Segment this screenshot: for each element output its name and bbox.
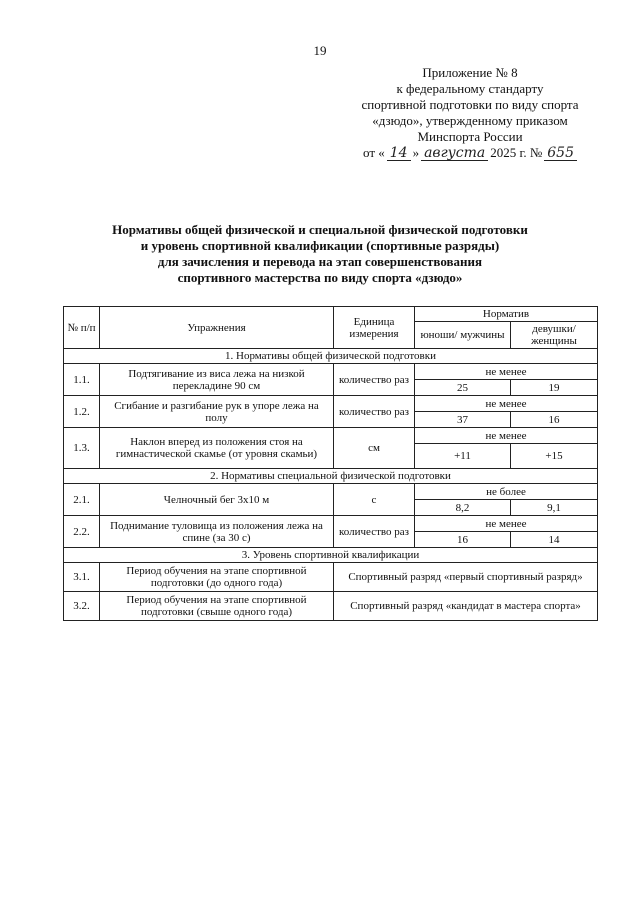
- row-exercise: Подтягивание из виса лежа на низкой перекладине 90 см: [100, 364, 334, 396]
- row-unit: с: [334, 484, 415, 516]
- row-unit: количество раз: [334, 364, 415, 396]
- title-line: для зачисления и перевода на этап совершенствования: [157, 254, 483, 269]
- row-boys-value: 37: [415, 412, 511, 428]
- handwritten-day: 14: [387, 146, 411, 161]
- section-title: 3. Уровень спортивной квалификации: [64, 548, 598, 563]
- table-row: [64, 428, 598, 444]
- table-row: [64, 364, 598, 380]
- row-number: 1.3.: [64, 428, 100, 469]
- row-number: 3.2.: [64, 592, 100, 621]
- table-row: [64, 516, 598, 532]
- row-boys-value: +11: [415, 444, 511, 469]
- document-title: [50, 222, 590, 286]
- row-qualifier: не менее: [415, 428, 598, 444]
- table-row: [64, 396, 598, 412]
- title-line: спортивного мастерства по виду спорта «дзюдо»: [177, 270, 463, 285]
- row-exercise: Поднимание туловища из положения лежа на спине (за 30 с): [100, 516, 334, 548]
- row-boys-value: 16: [415, 532, 511, 548]
- title-line: и уровень спортивной квалификации (спортивные разряды): [140, 238, 500, 253]
- row-girls-value: 16: [511, 412, 598, 428]
- row-number: 2.1.: [64, 484, 100, 516]
- row-exercise: Сгибание и разгибание рук в упоре лежа на полу: [100, 396, 334, 428]
- header-exercise: Упражнения: [100, 307, 334, 349]
- row-unit: количество раз: [334, 396, 415, 428]
- appendix-line: Приложение № 8: [422, 65, 518, 80]
- table-row: [64, 563, 598, 592]
- appendix-header: [340, 65, 600, 161]
- row-boys-value: 25: [415, 380, 511, 396]
- row-qualifier: не менее: [415, 516, 598, 532]
- row-girls-value: +15: [511, 444, 598, 469]
- section-row: [64, 469, 598, 484]
- norms-table: [63, 306, 598, 621]
- row-exercise: Наклон вперед из положения стоя на гимнастической скамье (от уровня скамьи): [100, 428, 334, 469]
- row-girls-value: 19: [511, 380, 598, 396]
- section-row: [64, 548, 598, 563]
- order-date-line: [340, 145, 600, 161]
- appendix-line: Минспорта России: [417, 129, 523, 144]
- header-girls: девушки/ женщины: [511, 322, 598, 349]
- handwritten-month: августа: [421, 146, 488, 161]
- section-title: 2. Нормативы специальной физической подготовки: [64, 469, 598, 484]
- row-qualifier: не менее: [415, 364, 598, 380]
- row-number: 2.2.: [64, 516, 100, 548]
- section-row: [64, 349, 598, 364]
- row-girls-value: 14: [511, 532, 598, 548]
- table-row: [64, 592, 598, 621]
- handwritten-order-number: 655: [544, 146, 577, 161]
- header-num: № п/п: [64, 307, 100, 349]
- row-qualification-value: Спортивный разряд «кандидат в мастера спорта»: [334, 592, 598, 621]
- date-prefix: от «: [362, 145, 385, 160]
- header-unit: Единица измерения: [334, 307, 415, 349]
- header-boys: юноши/ мужчины: [415, 322, 511, 349]
- appendix-line: к федеральному стандарту: [396, 81, 544, 96]
- section-title: 1. Нормативы общей физической подготовки: [64, 349, 598, 364]
- row-unit: см: [334, 428, 415, 469]
- row-exercise: Период обучения на этапе спортивной подготовки (до одного года): [100, 563, 334, 592]
- appendix-line: «дзюдо», утвержденному приказом: [372, 113, 568, 128]
- header-norm: Норматив: [415, 307, 598, 322]
- row-qualifier: не менее: [415, 396, 598, 412]
- table-row: [64, 484, 598, 500]
- title-line: Нормативы общей физической и специальной физической подготовки: [112, 222, 528, 237]
- row-qualification-value: Спортивный разряд «первый спортивный разряд»: [334, 563, 598, 592]
- date-year: 2025 г. №: [490, 145, 543, 160]
- page-number: 19: [313, 43, 327, 58]
- row-number: 1.1.: [64, 364, 100, 396]
- row-number: 1.2.: [64, 396, 100, 428]
- row-number: 3.1.: [64, 563, 100, 592]
- row-qualifier: не более: [415, 484, 598, 500]
- row-girls-value: 9,1: [511, 500, 598, 516]
- header-row: [64, 307, 598, 322]
- row-exercise: Челночный бег 3х10 м: [100, 484, 334, 516]
- row-unit: количество раз: [334, 516, 415, 548]
- date-mid: »: [412, 145, 420, 160]
- row-exercise: Период обучения на этапе спортивной подготовки (свыше одного года): [100, 592, 334, 621]
- appendix-line: спортивной подготовки по виду спорта: [361, 97, 579, 112]
- row-boys-value: 8,2: [415, 500, 511, 516]
